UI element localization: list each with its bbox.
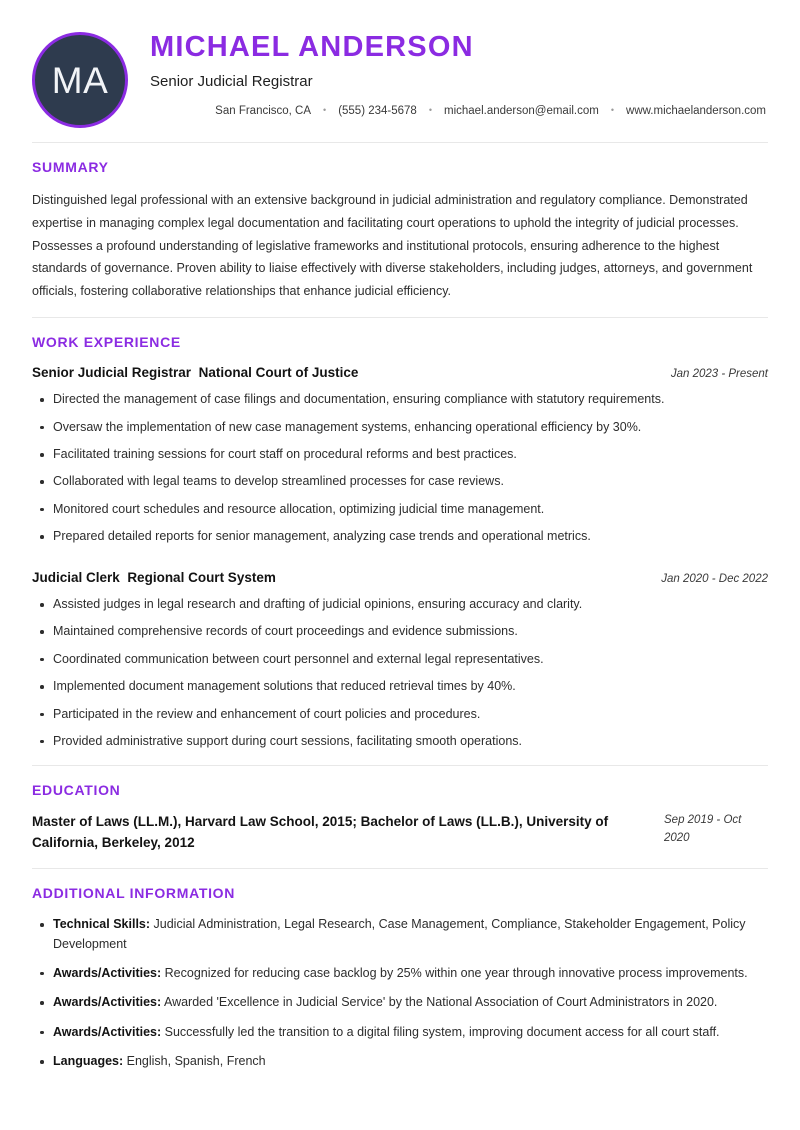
contact-separator: •	[428, 105, 432, 116]
contact-item: www.michaelanderson.com	[626, 104, 766, 117]
section-education	[32, 766, 768, 868]
additional-info-item	[32, 1052, 768, 1071]
additional-info-label: Technical Skills:	[53, 917, 151, 932]
section-additional-information	[32, 869, 768, 1085]
section-work-experience	[32, 318, 768, 766]
contact-separator: •	[610, 105, 615, 116]
section-title-summary: SUMMARY	[32, 159, 109, 175]
education-degrees: Master of Laws (LL.M.), Harvard Law School, 2015; Bachelor of Laws (LL.B.), University of California, Berkeley, 2012	[32, 814, 609, 851]
additional-info-label: Awards/Activities:	[53, 995, 162, 1010]
work-entry-position: Senior Judicial Registrar	[32, 364, 192, 380]
work-entry-bullets	[32, 390, 768, 546]
avatar	[32, 32, 128, 128]
section-title-education: EDUCATION	[32, 782, 121, 799]
work-entry-company: National Court of Justice	[198, 364, 359, 380]
education-entry	[32, 812, 768, 854]
resume-header	[32, 28, 768, 142]
work-entry-title-company	[32, 569, 276, 587]
header-text-block	[150, 28, 768, 117]
work-bullet-item: Oversaw the implementation of new case management systems, enhancing operational efficiency by 30%.	[32, 418, 768, 437]
work-bullet-item: Collaborated with legal teams to develop streamlined processes for case reviews.	[32, 472, 768, 491]
work-entry-header	[32, 569, 768, 587]
contact-item: San Francisco, CA	[215, 104, 312, 117]
title-company-gap	[191, 365, 199, 380]
work-entry-list	[32, 364, 768, 752]
avatar-initials: MA	[51, 59, 109, 101]
work-bullet-item: Provided administrative support during court sessions, facilitating smooth operations.	[32, 732, 768, 751]
section-title-additional-information: ADDITIONAL INFORMATION	[32, 885, 236, 902]
additional-info-list	[32, 915, 768, 1071]
work-entry	[32, 364, 768, 547]
work-entry-header	[32, 364, 768, 382]
work-entry-bullets	[32, 595, 768, 751]
contact-item: michael.anderson@email.com	[444, 104, 599, 117]
additional-info-value: Successfully led the transition to a digital filing system, improving document access for all court staff.	[164, 1024, 720, 1039]
additional-info-value: Recognized for reducing case backlog by 25% within one year through innovative process improvements.	[164, 965, 748, 980]
work-bullet-item: Coordinated communication between court personnel and external legal representatives.	[32, 650, 768, 669]
contact-line	[150, 105, 768, 117]
additional-info-label: Awards/Activities:	[53, 1024, 162, 1039]
work-entry-title-company	[32, 364, 358, 382]
summary-text: Distinguished legal professional with an extensive background in judicial administration and regulatory compliance. Demonstrated expertise in managing complex legal documentation and facilitating court operations to uphold the integrity of judicial processes. Possesses a profound understanding of legislative frameworks and institutional protocols, ensuring adherence to the highest standards of governance. Proven ability to liaise effectively with diverse stakeholders, including judges, attorneys, and government officials, fostering collaborative relationships that enhance judicial efficiency.	[32, 193, 753, 298]
work-bullet-item: Directed the management of case filings and documentation, ensuring compliance with statutory requirements.	[32, 390, 768, 409]
work-bullet-item: Assisted judges in legal research and drafting of judicial opinions, ensuring accuracy and clarity.	[32, 595, 768, 614]
section-summary	[32, 143, 768, 317]
work-bullet-item: Maintained comprehensive records of court proceedings and evidence submissions.	[32, 622, 768, 641]
contact-separator: •	[323, 105, 327, 116]
additional-info-label: Languages:	[53, 1054, 124, 1069]
candidate-name: MICHAEL ANDERSON	[150, 31, 474, 63]
work-entry-date: Jan 2023 - Present	[670, 367, 768, 380]
additional-info-value: English, Spanish, French	[126, 1054, 266, 1069]
additional-info-item	[32, 993, 768, 1012]
additional-info-label: Awards/Activities:	[53, 965, 162, 980]
work-entry-date: Jan 2020 - Dec 2022	[661, 572, 768, 585]
work-bullet-item: Monitored court schedules and resource allocation, optimizing judicial time management.	[32, 500, 768, 519]
additional-info-value: Awarded 'Excellence in Judicial Service' by the National Association of Court Administrators in 2020.	[163, 995, 718, 1010]
additional-info-item	[32, 915, 768, 954]
work-bullet-item: Implemented document management solutions that reduced retrieval times by 40%.	[32, 677, 768, 696]
education-entry-list	[32, 812, 768, 854]
additional-info-item	[32, 1023, 768, 1042]
work-bullet-item: Prepared detailed reports for senior management, analyzing case trends and operational metrics.	[32, 527, 768, 546]
work-bullet-item: Facilitated training sessions for court staff on procedural reforms and best practices.	[32, 445, 768, 464]
additional-info-item	[32, 964, 768, 983]
education-date: Sep 2019 - Oct 2020	[664, 814, 742, 845]
section-title-work-experience: WORK EXPERIENCE	[32, 333, 181, 350]
work-entry	[32, 569, 768, 752]
candidate-job-title: Senior Judicial Registrar	[150, 72, 313, 90]
entry-spacer	[32, 553, 768, 569]
work-entry-company: Regional Court System	[127, 569, 276, 585]
additional-info-value: Judicial Administration, Legal Research, Case Management, Compliance, Stakeholder Engagement, Policy Development	[53, 917, 746, 951]
work-entry-position: Judicial Clerk	[32, 569, 120, 585]
contact-item: (555) 234-5678	[338, 104, 417, 117]
work-bullet-item: Participated in the review and enhancement of court policies and procedures.	[32, 705, 768, 724]
